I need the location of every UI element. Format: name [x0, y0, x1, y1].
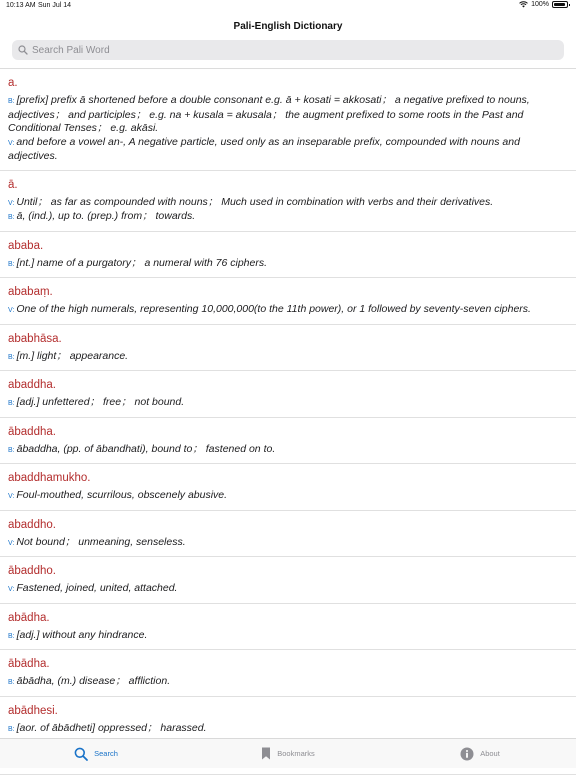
tab-bookmarks-label: Bookmarks	[277, 749, 315, 758]
tab-bookmarks[interactable]	[192, 739, 384, 768]
entry-definition	[8, 675, 568, 690]
definition-text: Fastened, joined, united, attached.	[16, 582, 178, 594]
definition-text: [aor. of ābādheti] oppressed； harassed.	[16, 721, 207, 734]
entry-headword: ābaddha.	[8, 425, 56, 438]
entry-headword: a.	[8, 77, 18, 89]
dictionary-list[interactable]	[0, 68, 576, 738]
search-bar[interactable]	[12, 40, 564, 60]
entry-headword: ababa.	[8, 239, 44, 252]
list-item[interactable]	[0, 325, 576, 372]
list-item[interactable]	[0, 69, 576, 171]
entry-headword: abādhesi.	[8, 704, 58, 717]
info-icon	[460, 747, 474, 761]
source-tag: V:	[8, 493, 15, 500]
list-item[interactable]	[0, 232, 576, 279]
entry-definition	[8, 196, 568, 211]
entry-definition	[8, 136, 568, 164]
status-bar	[0, 0, 576, 12]
source-tag: B:	[8, 632, 15, 640]
entry-headword: ā.	[8, 178, 18, 191]
wifi-icon	[519, 1, 528, 8]
source-tag: B:	[8, 214, 15, 221]
list-item[interactable]	[0, 418, 576, 465]
list-item[interactable]	[0, 557, 576, 604]
tab-bar	[0, 738, 576, 768]
status-time: 10:13 AM	[6, 2, 36, 9]
list-item[interactable]	[0, 371, 576, 418]
list-item[interactable]	[0, 604, 576, 651]
entry-definition	[8, 210, 568, 225]
entry-definition	[8, 303, 568, 318]
list-item[interactable]	[0, 278, 576, 325]
entry-headword: abādha.	[8, 611, 50, 624]
entry-definition	[8, 582, 568, 597]
search-icon	[74, 747, 88, 761]
definition-text: [nt.] name of a purgatory； a numeral with 76 ciphers.	[16, 256, 267, 269]
definition-text: and before a vowel an-, A negative particle, used only as an inseparable prefix, compounded with nouns and adjectives.	[8, 135, 520, 162]
source-tag: B:	[8, 679, 15, 686]
source-tag: V:	[8, 199, 15, 207]
source-tag: B:	[8, 725, 15, 733]
definition-text: [adj.] unfettered； free； not bound.	[16, 396, 185, 408]
list-item[interactable]	[0, 650, 576, 697]
entry-headword: ababhāsa.	[8, 332, 62, 345]
entry-headword: ababaṃ.	[8, 286, 53, 298]
definition-text: [prefix] prefix ā shortened before a double consonant e.g. ā + kosati = akkosati； a negative prefixed to nouns, adjectives； and participles； e.g. na + kusala = akusala； the augment prefixed to some roots in the Past and Conditional Tenses； e.g. akāsi.	[8, 94, 530, 134]
status-indicators	[519, 1, 568, 8]
tab-search[interactable]	[0, 739, 192, 768]
source-tag: B:	[8, 98, 15, 105]
navigation-bar	[0, 12, 576, 40]
entry-definition	[8, 350, 568, 365]
list-item[interactable]	[0, 511, 576, 558]
tab-about-label: About	[480, 749, 500, 758]
definition-text: ābaddha, (pp. of ābandhati), bound to； fastened on to.	[16, 442, 276, 455]
entry-headword: abaddhamukho.	[8, 472, 91, 484]
list-item[interactable]	[0, 171, 576, 232]
entry-definition	[8, 443, 568, 458]
search-icon	[18, 45, 28, 55]
entry-headword: ābaddho.	[8, 565, 56, 577]
definition-text: Not bound； unmeaning, senseless.	[16, 535, 186, 548]
source-tag: B:	[8, 260, 15, 268]
entry-definition	[8, 94, 568, 136]
source-tag: B:	[8, 400, 15, 407]
source-tag: B:	[8, 446, 15, 454]
source-tag: V:	[8, 539, 15, 547]
definition-text: Until； as far as compounded with nouns； Much used in combination with verbs and their derivatives.	[16, 195, 494, 208]
entry-definition	[8, 257, 568, 272]
source-tag: V:	[8, 586, 15, 593]
page-title: Pali-English Dictionary	[233, 20, 343, 32]
entry-definition	[8, 396, 568, 411]
search-input[interactable]	[32, 45, 532, 56]
tab-about[interactable]	[384, 739, 576, 768]
definition-text: ābādha, (m.) disease； affliction.	[16, 675, 171, 687]
list-item[interactable]	[0, 464, 576, 511]
source-tag: B:	[8, 353, 15, 361]
battery-icon	[552, 1, 568, 8]
entry-definition	[8, 629, 568, 644]
source-tag: V:	[8, 139, 15, 147]
source-tag: V:	[8, 307, 15, 314]
tab-search-label: Search	[94, 749, 118, 758]
definition-text: One of the high numerals, representing 10,000,000(to the 11th power), or 1 followed by seventy-seven ciphers.	[16, 303, 531, 315]
entry-definition	[8, 489, 568, 504]
battery-percent: 100%	[531, 1, 549, 8]
entry-definition	[8, 536, 568, 551]
definition-text: [adj.] without any hindrance.	[16, 628, 148, 641]
entry-headword: abaddha.	[8, 379, 56, 391]
definition-text: ā, (ind.), up to. (prep.) from； towards.	[16, 210, 196, 222]
entry-headword: ābādha.	[8, 658, 50, 670]
entry-definition	[8, 722, 568, 737]
bookmark-icon	[261, 747, 271, 760]
status-date: Sun Jul 14	[38, 2, 72, 9]
definition-text: [m.] light； appearance.	[16, 349, 129, 362]
list-item[interactable]	[0, 697, 576, 744]
entry-headword: abaddho.	[8, 518, 56, 531]
definition-text: Foul-mouthed, scurrilous, obscenely abusive.	[16, 489, 228, 501]
